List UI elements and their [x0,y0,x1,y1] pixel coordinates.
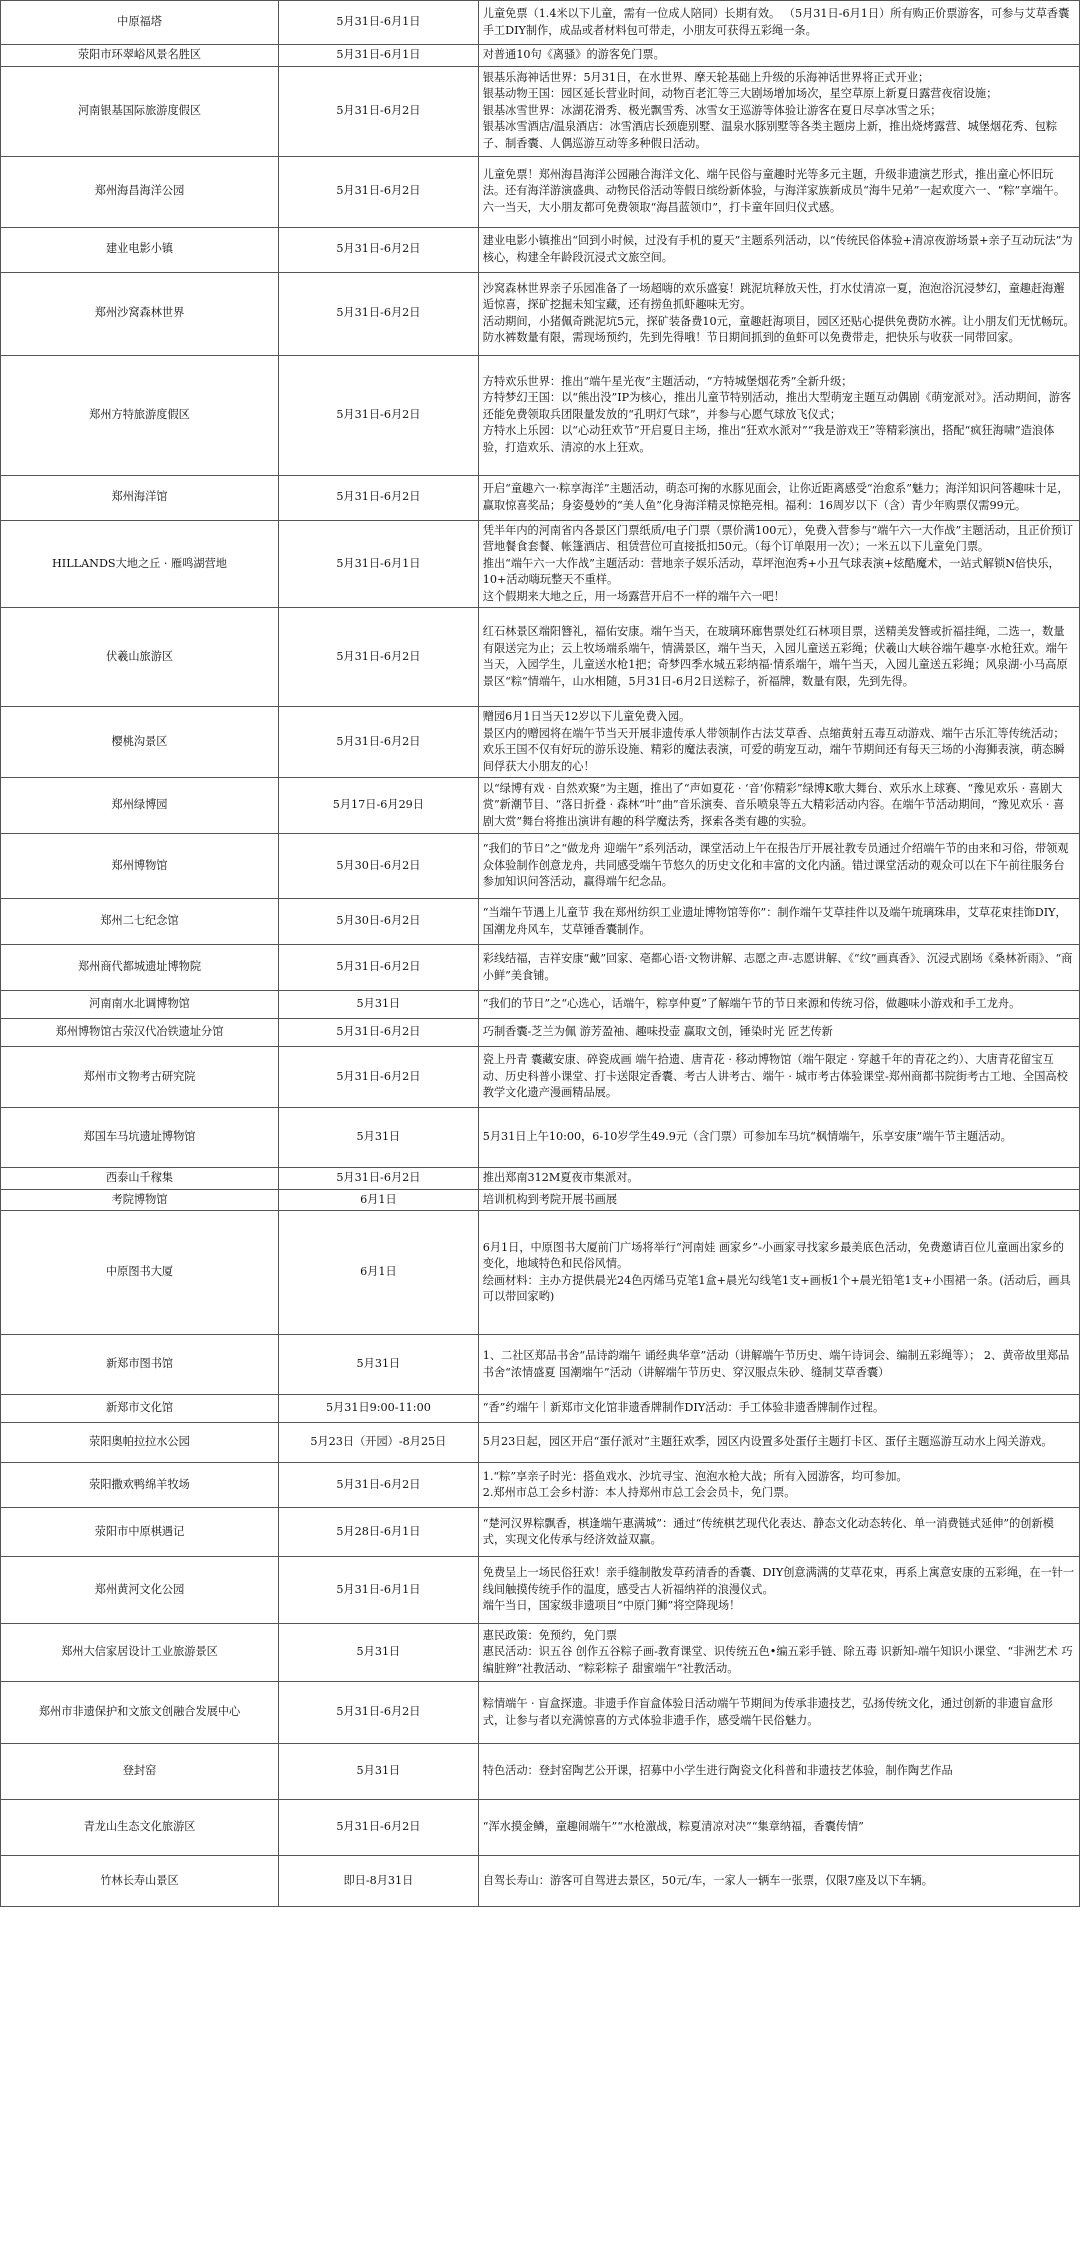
table-row [1,355,1080,475]
table-row [1,1047,1080,1108]
activity-description-cell [478,1682,1079,1744]
venue-name-cell [1,1335,279,1395]
activity-description-cell [478,899,1079,945]
venue-name-text: 荥阳撒欢鸭绵羊牧场 [89,1477,190,1491]
date-text: 5月31日-6月2日 [336,407,421,421]
activity-description-text: “我们的节日”之“心选心，话端午，粽享仲夏”了解端午节的节日来源和传统习俗，做趣味小游戏和手工龙舟。 [482,997,1021,1011]
activity-description-text: 免费呈上一场民俗狂欢！亲手缝制散发草药清香的香囊、DIY创意满满的艾草花束，再系上寓意安康的五彩绳，在一针一线间触摸传统手作的温度，感受古人祈福纳祥的浪漫仪式。 端午当日，国家级非遗项目“中原门狮”将空降现场！ [482,1566,1075,1613]
venue-name-text: 郑州海昌海洋公园 [94,184,185,198]
venue-name-text: 中原图书大厦 [105,1265,174,1279]
table-row [1,156,1080,227]
date-cell [279,991,479,1019]
venue-name-cell [1,834,279,899]
venue-name-text: 新郑市文化馆 [105,1401,174,1415]
venue-name-text: 荥阳奥帕拉拉水公园 [89,1435,190,1449]
venue-name-text: 荥阳市环翠峪风景名胜区 [77,48,202,61]
venue-name-cell [1,1624,279,1682]
venue-name-cell [1,156,279,227]
date-text: 5月31日-6月1日 [336,1582,421,1596]
table-row [1,1168,1080,1190]
date-cell [279,156,479,227]
venue-name-text: 郑州市非遗保护和文旅文创融合发展中心 [38,1705,241,1719]
venue-name-cell [1,66,279,156]
date-cell [279,1019,479,1047]
activity-description-cell [478,1508,1079,1557]
venue-name-text: 考院博物馆 [111,1192,168,1206]
venue-name-cell [1,1211,279,1335]
date-cell [279,1108,479,1168]
venue-name-cell [1,945,279,991]
venue-name-cell [1,707,279,778]
activity-description-cell [478,45,1079,67]
activity-description-text: 6月1日，中原图书大厦前门广场将举行“河南娃 画家乡”-小画家寻找家乡最美底色活动，免费邀请百位儿童画出家乡的变化，地域特色和民俗风情。 绘画材料：主办方提供晨光24色丙烯马克笔1盒+晨光勾线笔1支+画板1个+晨光铅笔1支+小围裙一条。(活动后，画具可以带回家哟) [482,1240,1071,1303]
date-cell [279,1557,479,1624]
venue-name-cell [1,475,279,520]
venue-name-cell [1,1856,279,1907]
venue-name-cell [1,991,279,1019]
activity-description-text: “我们的节日”之“做龙舟 迎端午”系列活动，课堂活动上午在报告厅开展社教专员通过介绍端午节的由来和习俗，带领观众体验制作创意龙舟，共同感受端午节悠久的历史文化和丰富的文化内涵。错过课堂活动的观众可以在下午前往服务台参加知识问答活动，赢得端午纪念品。 [482,842,1069,889]
date-text: 5月31日 [356,1645,401,1659]
date-text: 5月31日-6月2日 [336,1705,421,1719]
activity-description-text: 沙窝森林世界亲子乐园准备了一场超嗨的欢乐盛宴！跳泥坑释放天性，打水仗清凉一夏，泡泡浴沉浸梦幻，童趣赶海邂逅惊喜，探矿挖掘未知宝藏，还有捞鱼抓虾趣味无穷。 活动期间，小猪佩奇跳泥坑5元，探矿装备费10元，童趣赶海项目，园区还贴心提供免费防水裤。让小朋友们无忧畅玩。防水裤数量有限，需现场预约，先到先得哦！节日期间抓到的鱼虾可以免费带走，把快乐与收获一同带回家。 [482,281,1075,344]
venue-name-cell [1,778,279,834]
date-cell [279,520,479,608]
date-text: 5月31日-6月2日 [336,1820,421,1834]
table-row [1,834,1080,899]
table-row [1,227,1080,272]
table-row [1,1508,1080,1557]
table-row [1,1624,1080,1682]
activity-description-text: 5月23日起，园区开启“蛋仔派对”主题狂欢季，园区内设置多处蛋仔主题打卡区、蛋仔主题巡游互动水上闯关游戏。 [482,1435,1053,1449]
date-cell [279,834,479,899]
date-cell [279,355,479,475]
date-text: 5月31日 [356,1764,401,1778]
activity-description-text: “楚河汉界粽飘香，棋逢端午惠满城”：通过“传统棋艺现代化表达、静态文化动态转化、单一消费链式延伸”的创新模式，实现文化传承与经济效益双赢。 [482,1516,1054,1546]
table-row [1,1463,1080,1508]
activity-description-cell [478,1047,1079,1108]
date-text: 5月31日-6月2日 [336,734,421,748]
table-row [1,1682,1080,1744]
date-cell [279,608,479,707]
date-text: 5月31日-6月2日 [336,649,421,663]
date-text: 5月31日 [356,1357,401,1371]
activity-description-text: 方特欢乐世界：推出“端午星光夜”主题活动，“方特城堡烟花秀”全新升级； 方特梦幻王国：以“熊出没”IP为核心，推出儿童节特别活动，推出大型萌宠主题互动偶剧《萌宠派对》。活动期间，游客还能免费领取兵团限量发放的“孔明灯气球”，并参与心愿气球放飞仪式； 方特水上乐园：以“心动狂欢节”开启夏日主场，推出“狂欢水派对”“我是游戏王”等精彩演出，搭配“疯狂海啸”造浪体验，打造欢乐、清凉的水上狂欢。 [482,374,1072,454]
activity-description-cell [478,945,1079,991]
date-text: 5月31日-6月2日 [336,184,421,198]
table-row [1,1395,1080,1423]
venue-name-cell [1,1395,279,1423]
activity-description-cell [478,156,1079,227]
table-row [1,1744,1080,1800]
activity-description-text: “当端午节遇上儿童节 我在郑州纺织工业遗址博物馆等你”：制作端午艾草挂件以及端午琉璃珠串，艾草花束挂饰DIY，国潮龙舟风车，艾草锤香囊制作。 [482,906,1067,936]
date-cell [279,45,479,67]
venue-name-text: 中原福塔 [117,15,162,29]
activity-description-cell [478,1168,1079,1190]
date-cell [279,227,479,272]
venue-name-cell [1,1189,279,1211]
venue-name-cell [1,45,279,67]
table-row [1,991,1080,1019]
date-cell [279,1744,479,1800]
date-text: 即日-8月31日 [343,1873,414,1887]
activity-description-cell [478,834,1079,899]
venue-name-text: 荥阳市中原棋遇记 [94,1524,185,1538]
venue-name-cell [1,227,279,272]
table-row [1,272,1080,355]
date-text: 5月31日-6月2日 [336,960,421,974]
date-cell [279,1856,479,1907]
date-cell [279,1395,479,1423]
venue-name-text: 建业电影小镇 [105,242,174,256]
activity-description-text: 儿童免票！郑州海昌海洋公园融合海洋文化、端午民俗与童趣时光等多元主题，升级非遗演艺形式，推出童心怀旧玩法。还有海洋游演盛典、动物民俗活动等假日缤纷新体验，与海洋家族新成员“海牛兄弟”一起欢度六一、“粽”享端午。 六一当天，大小朋友都可免费领取“海昌蓝领巾”，打卡童年回归仪式感。 [482,167,1066,214]
venue-name-text: 郑州博物馆古荥汉代冶铁遗址分馆 [55,1025,224,1039]
venue-name-text: 樱桃沟景区 [111,734,168,748]
date-cell [279,66,479,156]
date-cell [279,475,479,520]
table-row [1,1335,1080,1395]
date-text: 5月31日-6月2日 [336,490,421,504]
activity-description-cell [478,1189,1079,1211]
venue-name-text: 登封窑 [122,1764,157,1778]
activity-description-text: 以“绿博有戏 · 自然欢聚”为主题，推出了“声如夏花 · ‘音’你精彩”绿博K歌大舞台、欢乐水上球赛、“豫见欢乐 · 喜剧大赏”新潮节目、“落日折叠 · 森林“叶”曲”音乐演奏、音乐喷泉等五大精彩活动内容。在端午节活动期间，“豫见欢乐 · 喜剧大赏”舞台将推出演讲有趣的科学魔法秀，探索各类有趣的实验。 [482,781,1065,828]
table-row [1,1189,1080,1211]
date-text: 5月31日 [356,1130,401,1144]
activity-description-cell [478,1624,1079,1682]
activity-description-cell [478,1800,1079,1856]
venue-name-text: 郑州沙窝森林世界 [94,306,185,320]
date-cell [279,1800,479,1856]
activity-description-text: 粽情端午 · 盲盒探遗。非遗手作盲盒体验日活动端午节期间为传承非遗技艺，弘扬传统文化，通过创新的非遗盲盒形式，让参与者以充满惊喜的方式体验非遗手作，感受端午民俗魅力。 [482,1697,1053,1727]
date-text: 5月31日-6月1日 [336,556,421,570]
table-row [1,608,1080,707]
date-cell [279,1168,479,1190]
activity-description-text: 自驾长寿山：游客可自驾进去景区，50元/车，一家人一辆车一张票，仅限7座及以下车辆。 [482,1873,934,1887]
venue-name-text: 竹林长寿山景区 [100,1873,179,1887]
table-row [1,66,1080,156]
activity-description-cell [478,272,1079,355]
activity-description-text: 赠园6月1日当天12岁以下儿童免费入园。 景区内的赠园将在端午节当天开展非遗传承人带领制作古法艾草香、点缩黄射五毒互动游戏、端午古乐汇等传统活动；欢乐王国不仅有好玩的游乐设施、精彩的魔法表演，可爱的萌宠互动，端午节期间还有每天三场的小海狮表演，萌态瞬间俘获大小朋友的心！ [482,710,1065,773]
venue-name-cell [1,1463,279,1508]
date-cell [279,707,479,778]
venue-name-text: 郑州方特旅游度假区 [89,407,190,421]
activity-description-text: 银基乐海神话世界：5月31日，在水世界、摩天轮基础上升级的乐海神话世界将正式开业； 银基动物王国：园区延长营业时间，动物百老汇等三大剧场增加场次，星空草原上新夏日露营夜宿设施； 银基冰雪世界：冰湖花滑秀、极光飘雪秀、冰雪女王巡游等体验让游客在夏日尽享冰雪之乐； 银基冰雪酒店/温泉酒店：冰雪酒店长颈鹿别墅、温泉水豚别墅等各类主题房上新，推出烧烤露营、城堡烟花秀、包粽子、制香囊、人偶巡游互动等多种假日活动。 [482,70,1058,150]
date-text: 5月31日-6月2日 [336,103,421,117]
activity-description-text: 瓷上丹青 囊藏安康、碎瓷成画 端午拾遗、唐青花 · 移动博物馆（端午限定 · 穿越千年的青花之约）、大唐青花留宝互动、历史科普小课堂、打卡送限定香囊、考古人讲考古、端午 · 城市考古体验课堂-郑州商都书院街考古工地、全国高校教学文化遗产漫画精品展。 [482,1053,1068,1100]
table-row [1,1800,1080,1856]
activity-description-text: 特色活动：登封窑陶艺公开课，招募中小学生进行陶瓷文化科普和非遗技艺体验，制作陶艺作品 [482,1764,953,1778]
date-text: 5月28日-6月1日 [336,1524,421,1538]
date-text: 5月31日-6月2日 [336,1477,421,1491]
date-cell [279,1,479,45]
activity-description-text: 红石林景区端阳簪礼，福佑安康。端午当天，在玻璃环廊售票处红石林项目票，送精美发簪或折福挂绳，二选一，数量有限送完为止；云上牧场端系端午，情满景区，端午当天，入园儿童送五彩绳；伏羲山大峡谷端午趣享·水枪狂欢。端午当天，入园学生，儿童送水枪1把；奇梦四季水城五彩纳福·情系端午，端午当天，入园儿童送五彩绳；风泉湖·小马高原景区“粽”情端午，山水相随，5月31日-6月2日送粽子，祈福牌，数量有限，先到先得。 [482,625,1069,688]
activity-description-cell [478,1,1079,45]
venue-name-cell [1,899,279,945]
venue-name-cell [1,1744,279,1800]
date-text: 5月31日-6月1日 [336,48,421,61]
date-cell [279,1189,479,1211]
venue-name-text: 伏羲山旅游区 [105,649,174,663]
table-row [1,707,1080,778]
table-row [1,1211,1080,1335]
date-text: 5月31日-6月2日 [336,306,421,320]
activity-description-text: 培训机构到考院开展书画展 [482,1192,618,1206]
venue-name-cell [1,355,279,475]
venue-name-cell [1,1682,279,1744]
activity-description-text: 开启“童趣六一·粽享海洋”主题活动，萌态可掬的水豚见面会，让你近距离感受“治愈系”魅力；海洋知识问答趣味十足，赢取惊喜奖品；身姿曼妙的“美人鱼”化身海洋精灵惊艳亮相。福利：16周岁以下（含）青少年购票仅需99元。 [482,482,1069,512]
date-cell [279,1423,479,1463]
activity-description-cell [478,1557,1079,1624]
activity-description-text: 5月31日上午10:00，6-10岁学生49.9元（含门票）可参加车马坑“枫情端午，乐享安康”端午节主题活动。 [482,1130,1012,1144]
activity-description-text: 凭半年内的河南省内各景区门票纸质/电子门票（票价满100元），免费入营参与“端午六一大作战”主题活动，且正价预订营地餐食套餐、帐篷酒店、租赁营位可直接抵扣50元。（每个订单限用一次）；一米五以下儿童免门票。 推出“端午六一大作战”主题活动：营地亲子娱乐活动，草坪泡泡秀+小丑气球表演+炫酷魔术，一站式解锁N倍快乐，10+活动嗨玩整天不重样。 这个假期来大地之丘，用一场露营开启不一样的端午六一吧！ [482,523,1074,603]
table-row [1,45,1080,67]
date-cell [279,1335,479,1395]
activity-description-text: 1、二社区郑品书舍“品诗韵端午 诵经典华章”活动（讲解端午节历史、端午诗词会、编制五彩绳等）； 2、黄帝故里郑品书舍“浓情盛夏 国潮端午”活动（讲解端午节历史、穿汉服点朱砂、缝制艾草香囊） [482,1349,1070,1379]
table-row [1,1108,1080,1168]
date-text: 5月30日-6月2日 [336,914,421,928]
date-cell [279,1682,479,1744]
venue-name-text: HILLANDS大地之丘 · 雁鸣湖营地 [52,556,227,570]
date-text: 5月17日-6月29日 [332,798,424,812]
activity-description-cell [478,1744,1079,1800]
venue-name-cell [1,1508,279,1557]
venue-name-text: 郑州海洋馆 [111,490,168,504]
activity-description-text: 建业电影小镇推出“回到小时候，过没有手机的夏天”主题系列活动，以“传统民俗体验+清凉夜游场景+亲子互动玩法”为核心，构建全年龄段沉浸式文旅空间。 [482,234,1073,264]
date-cell [279,945,479,991]
date-cell [279,1047,479,1108]
activity-description-cell [478,1335,1079,1395]
activity-description-text: 巧制香囊-芝兰为佩 游芳盈袖、趣味投壶 赢取文创，锤染时光 匠艺传新 [482,1025,833,1039]
date-text: 5月31日9:00-11:00 [325,1401,431,1415]
venue-name-text: 郑州商代都城遗址博物院 [77,960,202,974]
activity-description-text: 彩线结福，吉祥安康“戴”回家、亳都心语·文物讲解、志愿之声-志愿讲解、《“纹”画真香》、沉浸式剧场《桑林祈雨》、“商小鲜”美食铺。 [482,952,1073,982]
activity-description-cell [478,1108,1079,1168]
date-text: 5月31日-6月2日 [336,1069,421,1083]
activity-description-cell [478,475,1079,520]
table-row [1,1856,1080,1907]
date-text: 5月31日-6月2日 [336,242,421,256]
venue-name-cell [1,520,279,608]
activity-description-cell [478,355,1079,475]
activity-description-text: 1.“粽”享亲子时光：搭鱼戏水、沙坑寻宝、泡泡水枪大战；所有入园游客，均可参加。 2.郑州市总工会乡村游：本人持郑州市总工会会员卡，免门票。 [482,1469,908,1499]
date-text: 5月31日-6月1日 [336,15,421,29]
activity-description-cell [478,1463,1079,1508]
activity-description-text: 对普通10句《离骚》的游客免门票。 [482,48,665,61]
venue-name-cell [1,272,279,355]
date-cell [279,1211,479,1335]
activity-description-cell [478,66,1079,156]
venue-name-cell [1,1019,279,1047]
activity-description-cell [478,1019,1079,1047]
venue-name-cell [1,1,279,45]
activity-description-cell [478,1211,1079,1335]
venue-name-cell [1,608,279,707]
venue-name-text: 青龙山生态文化旅游区 [83,1820,196,1834]
date-cell [279,1508,479,1557]
table-row [1,945,1080,991]
activity-description-text: 推出郑南312M夏夜市集派对。 [482,1171,639,1184]
activity-description-text: 儿童免票（1.4米以下儿童，需有一位成人陪同）长期有效。 （5月31日-6月1日）所有购正价票游客，可参与艾草香囊手工DIY制作，成品或者材料包可带走，小朋友可获得五彩绳一条。 [482,7,1070,37]
activity-description-text: 惠民政策：免预约，免门票 惠民活动：识五谷 创作五谷粽子画-教育课堂、识传统五色•编五彩手链、除五毒 识新知-端午知识小课堂、“非洲艺术 巧编脏辫”社教活动、“粽彩粽子 甜蜜端午”社教活动。 [482,1628,1073,1675]
venue-name-text: 郑州博物馆 [111,858,168,872]
table-row [1,899,1080,945]
venue-name-text: 河南南水北调博物馆 [89,997,190,1011]
venue-name-cell [1,1168,279,1190]
table-row [1,778,1080,834]
venue-name-text: 郑州市文物考古研究院 [83,1069,196,1083]
date-text: 5月23日（开园）-8月25日 [310,1435,447,1449]
venue-name-text: 郑州大信家居设计工业旅游景区 [61,1645,218,1659]
venue-name-text: 新郑市图书馆 [105,1357,174,1371]
activity-description-text: “香”约端午｜新郑市文化馆非遗香牌制作DIY活动：手工体验非遗香牌制作过程。 [482,1401,885,1415]
table-row [1,1557,1080,1624]
activity-description-cell [478,707,1079,778]
activity-description-cell [478,608,1079,707]
date-text: 5月30日-6月2日 [336,858,421,872]
activity-description-cell [478,227,1079,272]
date-text: 6月1日 [360,1192,397,1206]
venue-name-text: 郑国车马坑遗址博物馆 [83,1130,196,1144]
date-cell [279,272,479,355]
activity-description-cell [478,520,1079,608]
table-row [1,520,1080,608]
venue-name-cell [1,1557,279,1624]
activity-description-cell [478,991,1079,1019]
date-text: 5月31日 [356,997,401,1011]
date-cell [279,778,479,834]
activity-description-cell [478,1395,1079,1423]
date-cell [279,1624,479,1682]
venue-name-cell [1,1047,279,1108]
venue-name-text: 郑州二七纪念馆 [100,914,179,928]
activity-description-cell [478,778,1079,834]
date-text: 6月1日 [360,1265,397,1279]
venue-name-text: 河南银基国际旅游度假区 [77,103,202,117]
venue-name-text: 郑州绿博园 [111,798,168,812]
table-row [1,1,1080,45]
date-text: 5月31日-6月2日 [336,1171,421,1184]
venue-name-cell [1,1108,279,1168]
date-text: 5月31日-6月2日 [336,1025,421,1039]
venue-name-text: 西泰山千稼集 [105,1171,174,1184]
activity-description-text: “浑水摸金鳞，童趣闹端午”“水枪激战，粽夏清凉对决”“集章纳福，香囊传情” [482,1820,864,1834]
date-cell [279,1463,479,1508]
venue-name-cell [1,1800,279,1856]
table-row [1,475,1080,520]
table-row [1,1019,1080,1047]
venue-name-cell [1,1423,279,1463]
date-cell [279,899,479,945]
activity-description-cell [478,1423,1079,1463]
venue-name-text: 郑州黄河文化公园 [94,1582,185,1596]
table-row [1,1423,1080,1463]
activity-description-cell [478,1856,1079,1907]
